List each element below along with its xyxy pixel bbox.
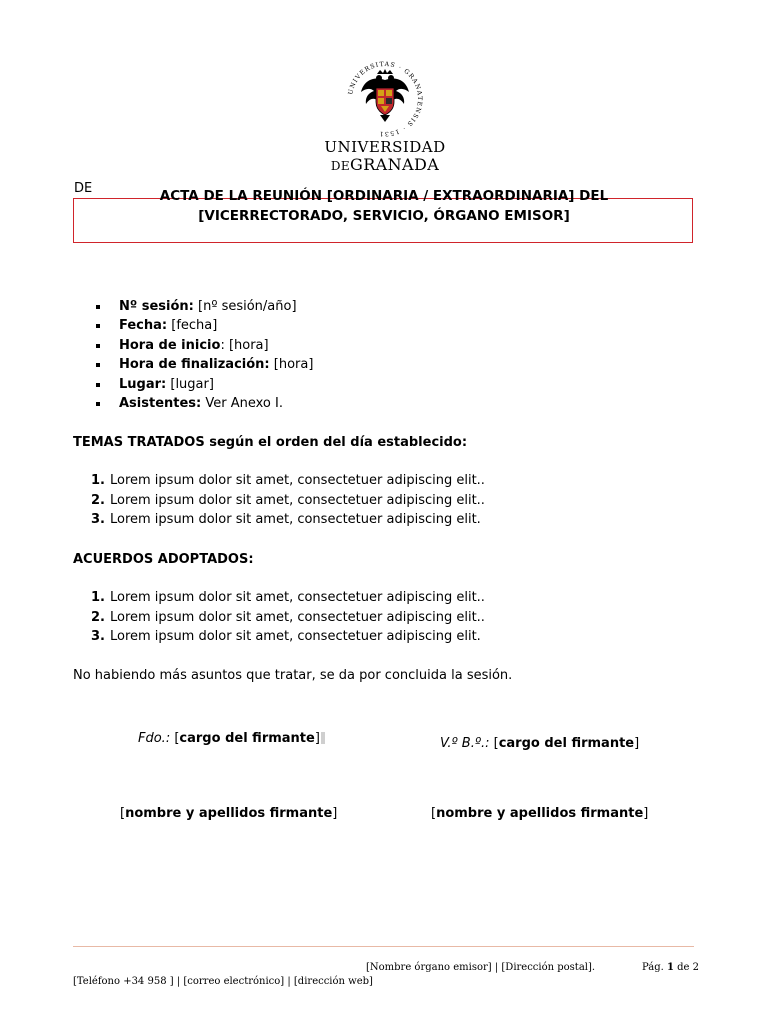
page-current: 1 xyxy=(667,962,674,973)
signature-left-role-text: cargo del firmante xyxy=(179,731,315,746)
bullet-square-icon xyxy=(96,305,100,309)
list-item xyxy=(91,608,485,628)
item-number: 1. xyxy=(91,590,105,605)
item-text: Lorem ipsum dolor sit amet, consectetuer adipiscing elit. xyxy=(109,512,481,527)
list-item xyxy=(91,588,485,608)
list-item xyxy=(94,355,313,374)
de-label: DE xyxy=(74,181,93,196)
university-name-line2 xyxy=(300,156,470,175)
item-text: Lorem ipsum dolor sit amet, consectetuer adipiscing elit. xyxy=(109,629,481,644)
list-item xyxy=(94,336,313,355)
acuerdos-list xyxy=(91,588,485,647)
bracket-close: ] xyxy=(314,731,320,746)
bullet-square-icon xyxy=(96,402,100,406)
university-name-granada: GRANADA xyxy=(350,155,440,174)
item-number: 3. xyxy=(91,629,105,644)
bullet-square-icon xyxy=(96,363,100,367)
university-seal-logo xyxy=(344,58,426,140)
signature-left-prefix: Fdo.: xyxy=(138,731,171,746)
info-label: Nº sesión: xyxy=(119,299,194,314)
info-value: : [hora] xyxy=(220,337,269,353)
text-marker xyxy=(321,732,325,744)
signature-right-prefix: V.º B.º.: xyxy=(440,736,490,751)
list-item xyxy=(94,375,313,394)
list-item xyxy=(94,316,313,335)
item-number: 3. xyxy=(91,512,105,527)
item-text: Lorem ipsum dolor sit amet, consectetuer adipiscing elit.. xyxy=(109,609,485,625)
info-value: [lugar] xyxy=(166,376,214,392)
info-value: [nº sesión/año] xyxy=(193,299,297,314)
item-text: Lorem ipsum dolor sit amet, consectetuer adipiscing elit.. xyxy=(109,492,485,508)
item-number: 2. xyxy=(91,492,105,508)
temas-section-title: TEMAS TRATADOS según el orden del día establecido: xyxy=(73,435,468,450)
list-item xyxy=(91,510,485,530)
seal-ring-text: UNIVERSITAS · GRANATENSIS · 1531 xyxy=(347,60,424,138)
bullet-square-icon xyxy=(96,324,100,328)
item-text: Lorem ipsum dolor sit amet, consectetuer adipiscing elit.. xyxy=(109,590,485,605)
list-item xyxy=(91,491,485,511)
bracket-open: [ xyxy=(170,731,180,746)
page-prefix: Pág. xyxy=(642,962,667,973)
document-title-line1: ACTA DE LA REUNIÓN [ORDINARIA / EXTRAORDINARIA] DEL xyxy=(159,188,609,204)
footer-contact-line: [Teléfono +34 958 ] | [correo electrónico] | [dirección web] xyxy=(73,976,373,987)
info-label: Lugar: xyxy=(119,376,167,392)
university-name-line1: UNIVERSIDAD xyxy=(324,138,446,156)
info-value: [hora] xyxy=(269,357,314,373)
temas-list xyxy=(91,471,485,530)
info-value: Ver Anexo I. xyxy=(201,395,283,411)
signature-right-role xyxy=(440,736,639,751)
bullet-square-icon xyxy=(96,344,100,348)
info-label: Hora de finalización: xyxy=(119,357,270,373)
page-total: 2 xyxy=(692,962,700,973)
document-title-line2: [VICERRECTORADO, SERVICIO, ÓRGANO EMISOR] xyxy=(198,208,570,224)
footer-divider xyxy=(73,946,694,947)
signature-right-role-text: cargo del firmante xyxy=(498,736,635,751)
list-item xyxy=(91,627,485,647)
signature-left-name: [nombre y apellidos firmante] xyxy=(120,806,338,821)
document-title xyxy=(110,186,658,226)
item-number: 2. xyxy=(91,609,105,625)
signature-right-name-text: nombre y apellidos firmante xyxy=(436,806,644,821)
bracket-open: [ xyxy=(489,736,499,751)
acuerdos-section-title: ACUERDOS ADOPTADOS: xyxy=(73,552,254,567)
footer-address-line: [Nombre órgano emisor] | [Dirección postal]. xyxy=(366,962,596,973)
university-name-de: DE xyxy=(330,159,351,173)
item-text: Lorem ipsum dolor sit amet, consectetuer adipiscing elit.. xyxy=(109,473,485,488)
list-item xyxy=(91,471,485,491)
bullet-square-icon xyxy=(96,383,100,387)
page-separator: de xyxy=(673,962,693,973)
info-label: Asistentes: xyxy=(119,395,202,411)
bracket-close: ] xyxy=(634,736,640,751)
list-item xyxy=(94,394,313,413)
item-number: 1. xyxy=(91,473,105,488)
info-label: Hora de inicio xyxy=(119,337,221,353)
university-name xyxy=(300,139,470,175)
signature-left-role xyxy=(138,731,325,746)
signature-left-name-text: nombre y apellidos firmante xyxy=(125,806,333,821)
closing-statement: No habiendo más asuntos que tratar, se da por concluida la sesión. xyxy=(73,668,513,683)
info-value: [fecha] xyxy=(167,318,218,334)
list-item xyxy=(94,297,313,316)
info-label: Fecha: xyxy=(119,318,168,334)
session-info-list xyxy=(94,297,313,413)
footer-page-number xyxy=(642,962,699,973)
signature-right-name: [nombre y apellidos firmante] xyxy=(431,806,649,821)
